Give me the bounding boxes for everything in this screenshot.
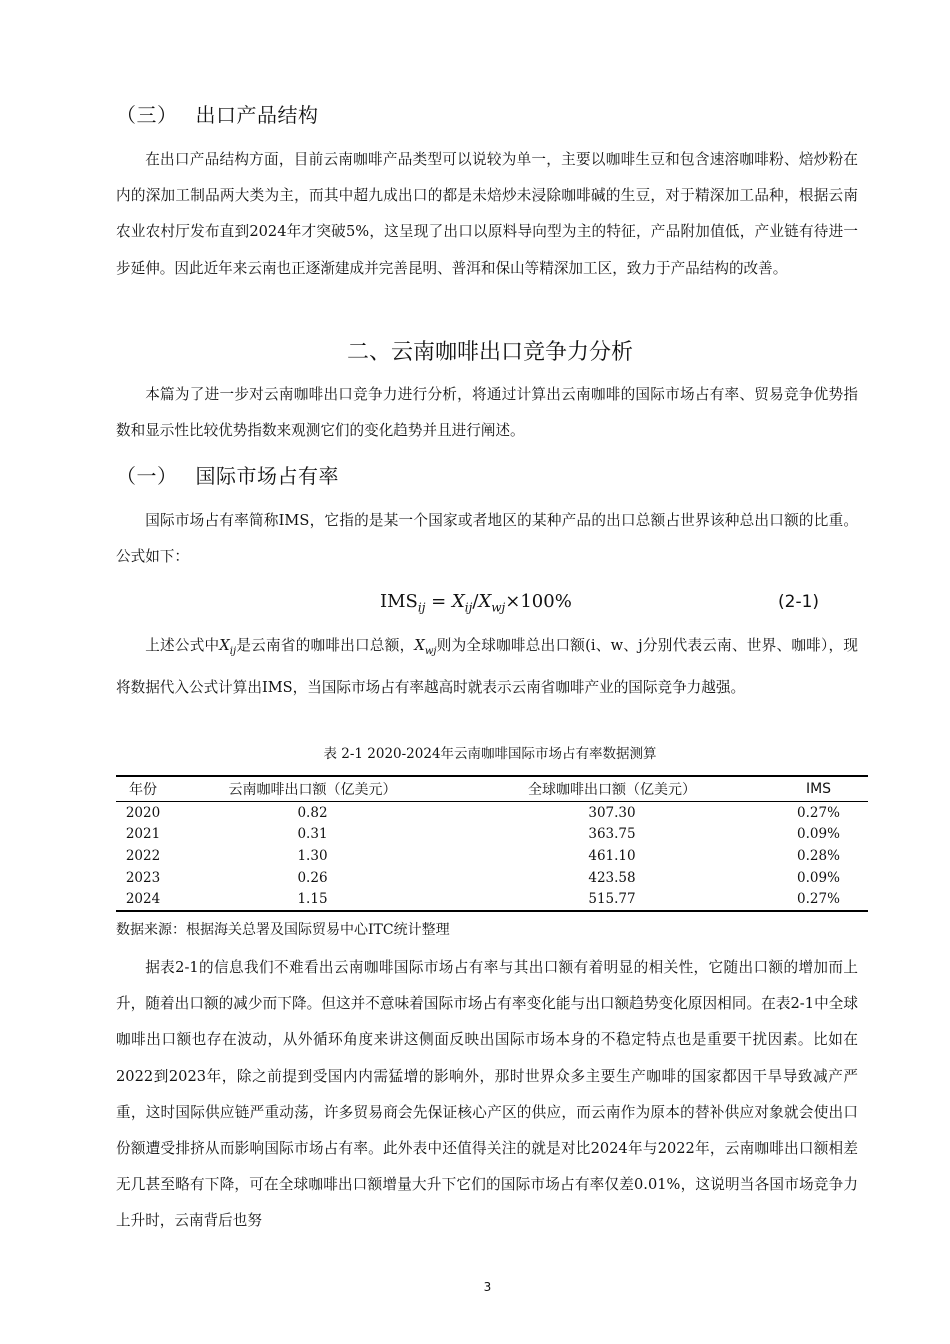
cell-global-export: 461.10	[588, 847, 636, 864]
cell-year: 2020	[125, 804, 161, 821]
paragraph-ims-definition: 国际市场占有率简称IMS，它指的是某一个国家或者地区的某种产品的出口总额占世界该种总出口额的比重。公式如下：	[116, 512, 858, 566]
table-row	[116, 824, 868, 846]
cell-ims: 0.09%	[797, 826, 840, 843]
paragraph-export-structure: 在出口产品结构方面，目前云南咖啡产品类型可以说较为单一，主要以咖啡生豆和包含速溶咖啡粉、焙炒粉在内的深加工制品两大类为主，而其中超九成出口的都是未焙炒未浸除咖啡碱的生豆，对于精深加工品种，根据云南农业农村厅发布直到2024年才突破5%，这呈现了出口以原料导向型为主的特征，产品附加值低，产业链有待进一步延伸。因此近年来云南也正逐渐建成并完善昆明、普洱和保山等精深加工区，致力于产品结构的改善。	[116, 151, 858, 277]
table-row	[116, 867, 868, 889]
cell-ims: 0.27%	[769, 888, 868, 911]
cell-ims: 0.27%	[797, 804, 840, 821]
col-header-yunnan-export: 云南咖啡出口额（亿美元）	[170, 776, 455, 802]
section-title: 国际市场占有率	[195, 464, 339, 488]
cell-yunnan-export: 0.31	[297, 826, 328, 843]
section-number: （三）	[116, 103, 178, 127]
paragraph-table-analysis: 据表2-1的信息我们不难看出云南咖啡国际市场占有率与其出口额有着明显的相关性，它随出口额的增加而上升，随着出口额的减少而下降。但这并不意味着国际市场占有率变化能与出口额趋势变化原因相同。在表2-1中全球咖啡出口额也存在波动，从外循环角度来讲这侧面反映出国际市场本身的不稳定特点也是重要干扰因素。比如在2022到2023年，除之前提到受国内内需猛增的影响外，那时世界众多主要生产咖啡的国家都因干旱导致减产严重，这时国际供应链严重动荡，许多贸易商会先保证核心产区的供应，而云南作为原本的替补供应对象就会使出口份额遭受排挤从而影响国际市场占有率。此外表中还值得关注的就是对比2024年与2022年，云南咖啡出口额相差无几甚至略有下降，可在全球咖啡出口额增量大升下它们的国际市场占有率仅差0.01%，这说明当各国市场竞争力上升时，云南背后也努	[116, 959, 858, 1230]
cell-yunnan-export: 1.30	[297, 847, 328, 864]
table-row	[116, 845, 868, 867]
cell-global-export: 307.30	[588, 804, 636, 821]
cell-yunnan-export: 0.82	[297, 804, 328, 821]
formula-number: (2-1)	[778, 592, 820, 612]
cell-year: 2023	[125, 869, 161, 886]
ims-data-table	[116, 775, 868, 912]
cell-ims: 0.28%	[797, 847, 840, 864]
section-heading-export-structure	[116, 101, 319, 129]
chapter-heading: 二、云南咖啡出口竞争力分析	[346, 340, 633, 365]
cell-global-export: 423.58	[588, 869, 636, 886]
section-title: 出口产品结构	[195, 103, 319, 127]
paragraph-chapter-intro: 本篇为了进一步对云南咖啡出口竞争力进行分析，将通过计算出云南咖啡的国际市场占有率、贸易竞争优势指数和显示性比较优势指数来观测它们的变化趋势并且进行阐述。	[116, 386, 858, 440]
section-number: （一）	[116, 464, 178, 488]
table-header-row	[116, 776, 868, 802]
section-heading-ims	[116, 462, 339, 490]
table-row	[116, 888, 868, 911]
cell-year: 2022	[125, 847, 161, 864]
col-header-year: 年份	[116, 776, 170, 802]
col-header-global-export: 全球咖啡出口额（亿美元）	[455, 776, 769, 802]
table-row	[116, 802, 868, 824]
cell-year: 2024	[116, 888, 170, 911]
cell-yunnan-export: 1.15	[170, 888, 455, 911]
cell-yunnan-export: 0.26	[297, 869, 328, 886]
cell-ims: 0.09%	[797, 869, 840, 886]
page-number: 3	[483, 1280, 492, 1294]
paragraph-formula-explanation: 上述公式中$X_{ij}$是云南省的咖啡出口总额，$X_{wj}$则为全球咖啡总出口额(i、w、j分别代表云南、世界、咖啡），现将数据代入公式计算出IMS，当国际市场占有率越高时就表示云南省咖啡产业的国际竞争力越强。	[116, 637, 858, 697]
table-caption: 表 2-1 2020-2024年云南咖啡国际市场占有率数据测算	[323, 746, 657, 762]
table-source-note: 数据来源：根据海关总署及国际贸易中心ITC统计整理	[116, 922, 450, 938]
ims-formula: $IMS_{ij} = X_{ij}/X_{wj}\times 100\%$	[380, 591, 572, 615]
cell-year: 2021	[125, 826, 161, 843]
cell-global-export: 515.77	[455, 888, 769, 911]
cell-global-export: 363.75	[588, 826, 636, 843]
col-header-ims: IMS	[769, 776, 868, 802]
